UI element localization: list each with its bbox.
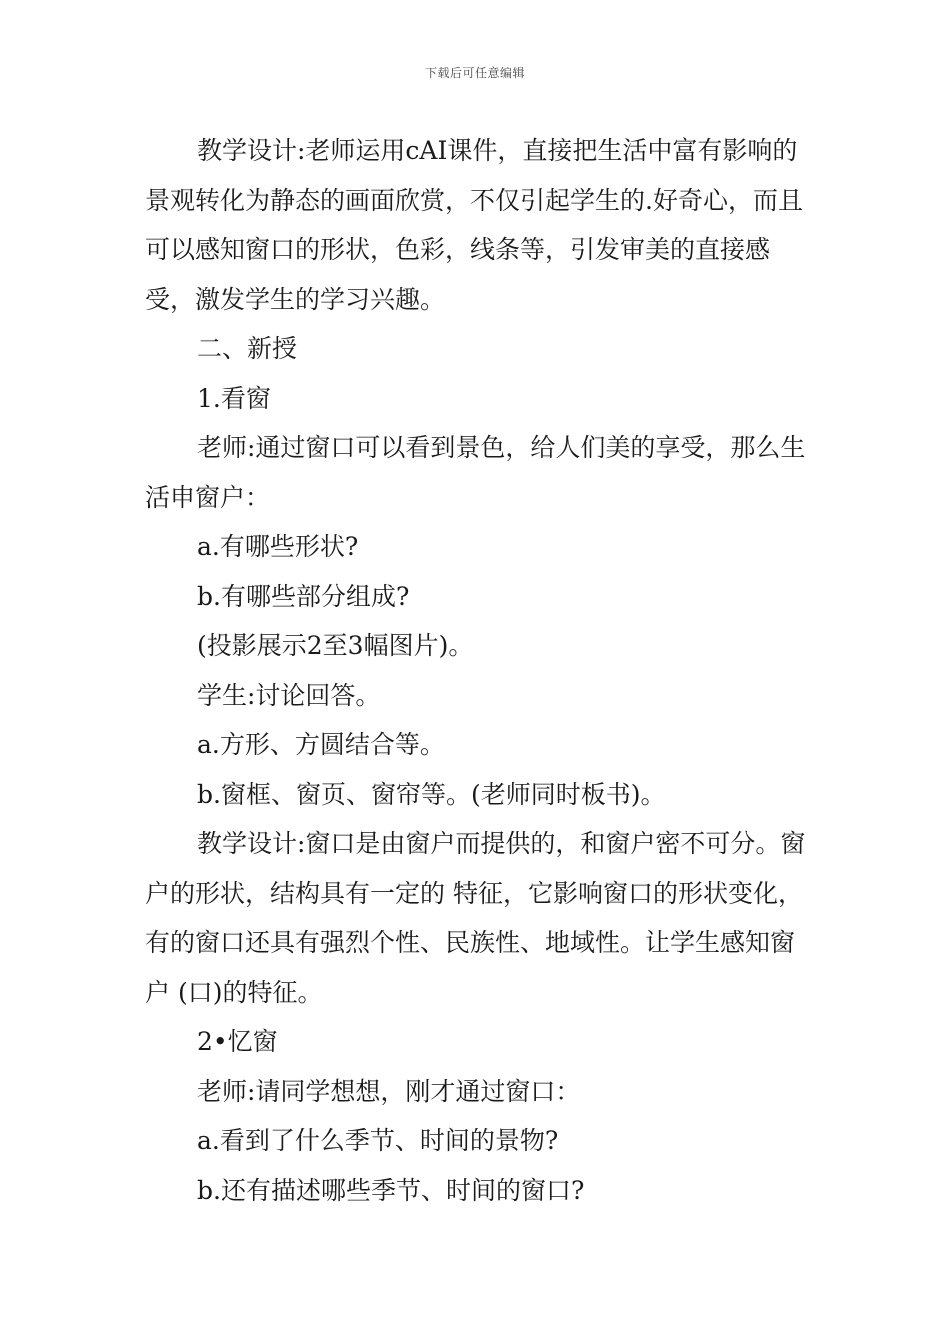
paragraph-teacher-question: 老师:通过窗口可以看到景色，给人们美的享受，那么生活申窗户： bbox=[145, 433, 806, 512]
subheading-look-window: 1.看窗 bbox=[197, 383, 271, 413]
paragraph-design-intro: 教学设计:老师运用cAI课件，直接把生活中富有影响的景观转化为静态的画面欣赏，不仅引起学生的.好奇心，而且可以感知窗口的形状，色彩，线条等，引发审美的直接感受，激发学生的学习兴趣。 bbox=[145, 136, 803, 314]
list-item-a-season: a.看到了什么季节、时间的景物? bbox=[197, 1126, 559, 1155]
list-item-b-season: b.还有描述哪些季节、时间的窗口? bbox=[197, 1175, 585, 1205]
list-item-a-answer: a.方形、方圆结合等。 bbox=[197, 730, 445, 759]
paragraph-projection: (投影展示2至3幅图片)。 bbox=[197, 631, 474, 660]
document-body bbox=[145, 126, 810, 1215]
list-item-b-answer: b.窗框、窗页、窗帘等。(老师同时板书)。 bbox=[197, 779, 666, 809]
paragraph-design-window: 教学设计:窗口是由窗户而提供的，和窗户密不可分。窗户的形状，结构具有一定的 特征，它影响窗口的形状变化，有的窗口还具有强烈个性、民族性、地域性。让学生感知窗户 (口)的特征。 bbox=[145, 829, 806, 1007]
paragraph-teacher-recall: 老师:请同学想想，刚才通过窗口： bbox=[197, 1076, 581, 1106]
page-header: 下载后可任意编辑 bbox=[424, 66, 525, 80]
paragraph-student-answer: 学生:讨论回答。 bbox=[197, 680, 381, 710]
subheading-recall-window: 2•忆窗 bbox=[197, 1027, 278, 1056]
list-item-b-parts: b.有哪些部分组成? bbox=[197, 581, 410, 611]
list-item-a-shapes: a.有哪些形状? bbox=[197, 532, 359, 561]
section-heading-new-lesson: 二、新授 bbox=[197, 334, 298, 363]
